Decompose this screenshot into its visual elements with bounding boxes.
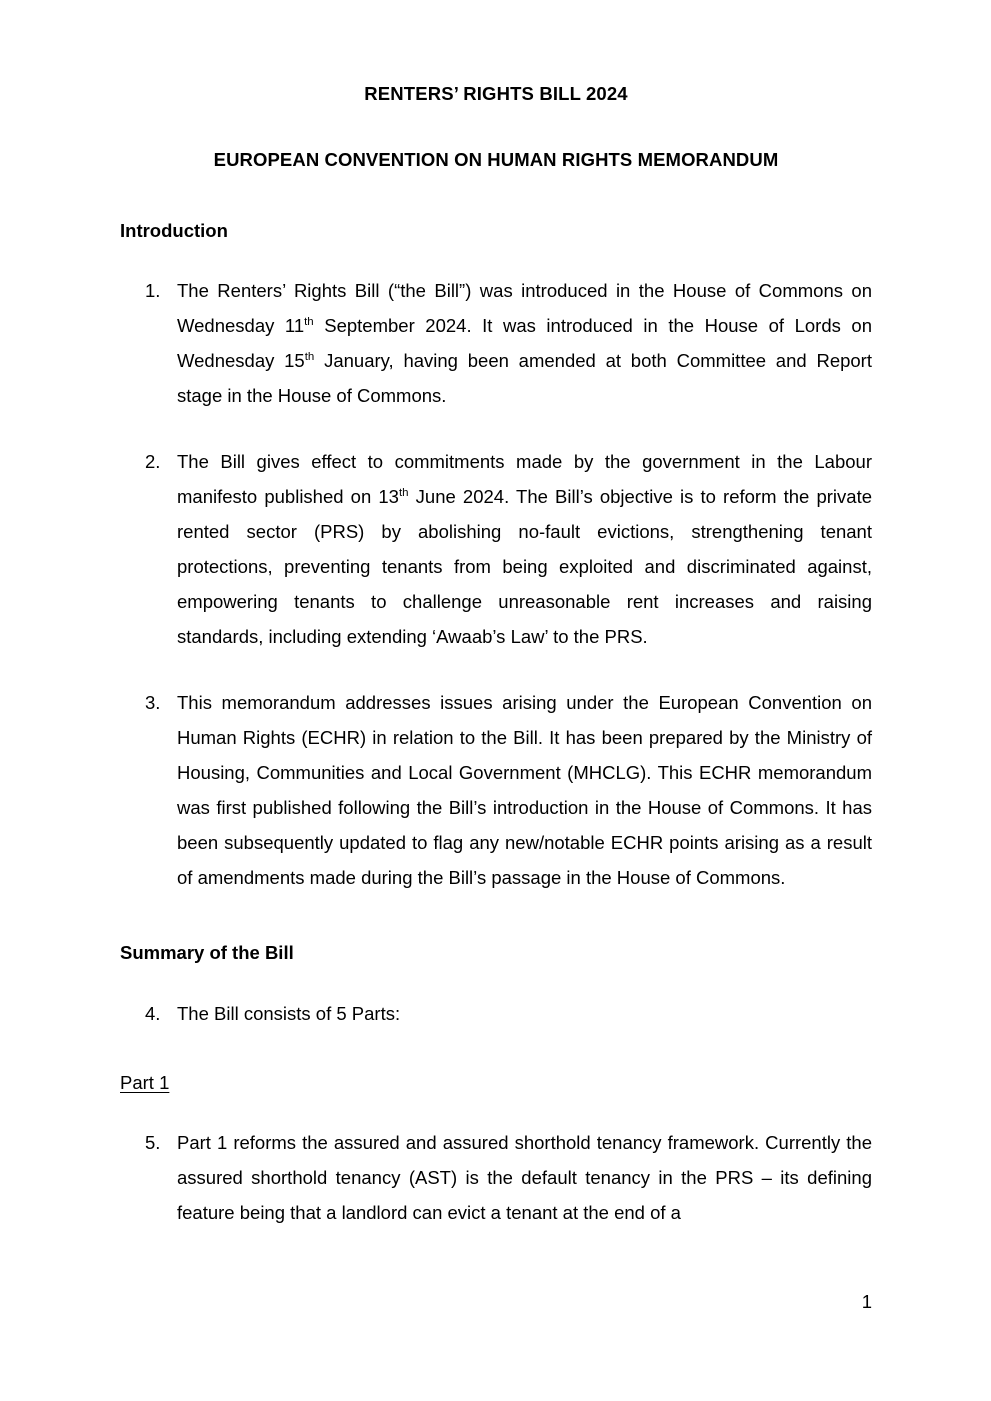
document-content <box>120 0 872 1230</box>
heading-summary-of-the-bill: Summary of the Bill <box>120 942 294 964</box>
paragraph-text-segment: September 2024. It was introduced in the House of Lords on Wednesday 15 <box>177 315 872 372</box>
paragraph-list-introduction <box>120 273 872 895</box>
paragraph-text-segment: June 2024. The Bill’s objective is to reform the private rented sector (PRS) by abolishing no-fault evictions, strengthening tenant protections, preventing tenants from being exploited and discriminated against, empowering tenants to challenge unreasonable rent increases and raising standards, including extending ‘Awaab’s Law’ to the PRS. <box>177 486 872 648</box>
page-number: 1 <box>861 1291 872 1312</box>
paragraph-body <box>177 444 872 654</box>
paragraph-item <box>120 996 872 1031</box>
paragraph-text-segment: The Renters’ Rights Bill (“the Bill”) was introduced in the House of Commons on Wednesday 11 <box>177 280 872 337</box>
paragraph-text-segment: January, having been amended at both Committee and Report stage in the House of Commons. <box>177 350 872 407</box>
paragraph-text-segment: The Bill gives effect to commitments made by the government in the Labour manifesto published on 13 <box>177 451 872 508</box>
paragraph-item <box>120 444 872 654</box>
paragraph-item <box>120 685 872 895</box>
ordinal-suffix: th <box>304 351 315 364</box>
heading-introduction: Introduction <box>120 220 228 242</box>
document-title: RENTERS’ RIGHTS BILL 2024 <box>364 83 628 104</box>
ordinal-suffix: th <box>398 487 409 500</box>
paragraph-number: 2. <box>145 451 161 473</box>
paragraph-number: 3. <box>145 692 161 714</box>
ordinal-suffix: th <box>304 316 314 329</box>
paragraph-body <box>177 273 872 413</box>
paragraph-body: This memorandum addresses issues arising under the European Convention on Human Rights (ECHR) in relation to the Bill. It has been prepared by the Ministry of Housing, Communities and Local Government (MHCLG). This ECHR memorandum was first published following the Bill’s introduction in the House of Commons. It has been subsequently updated to flag any new/notable ECHR points arising as a result of amendments made during the Bill’s passage in the House of Commons. <box>177 692 872 889</box>
paragraph-item <box>120 1125 872 1230</box>
paragraph-list-summary <box>120 996 872 1031</box>
paragraph-list-part-1 <box>120 1125 872 1230</box>
paragraph-body: The Bill consists of 5 Parts: <box>177 1002 401 1024</box>
paragraph-body: Part 1 reforms the assured and assured shorthold tenancy framework. Currently the assured shorthold tenancy (AST) is the default tenancy in the PRS – its defining feature being that a landlord can evict a tenant at the end of a <box>177 1131 872 1223</box>
document-subtitle: EUROPEAN CONVENTION ON HUMAN RIGHTS MEMORANDUM <box>213 149 779 171</box>
paragraph-item <box>120 273 872 413</box>
paragraph-number: 5. <box>145 1131 161 1153</box>
paragraph-number: 1. <box>145 280 161 302</box>
paragraph-number: 4. <box>145 1002 161 1024</box>
heading-part-1: Part 1 <box>120 1071 170 1093</box>
